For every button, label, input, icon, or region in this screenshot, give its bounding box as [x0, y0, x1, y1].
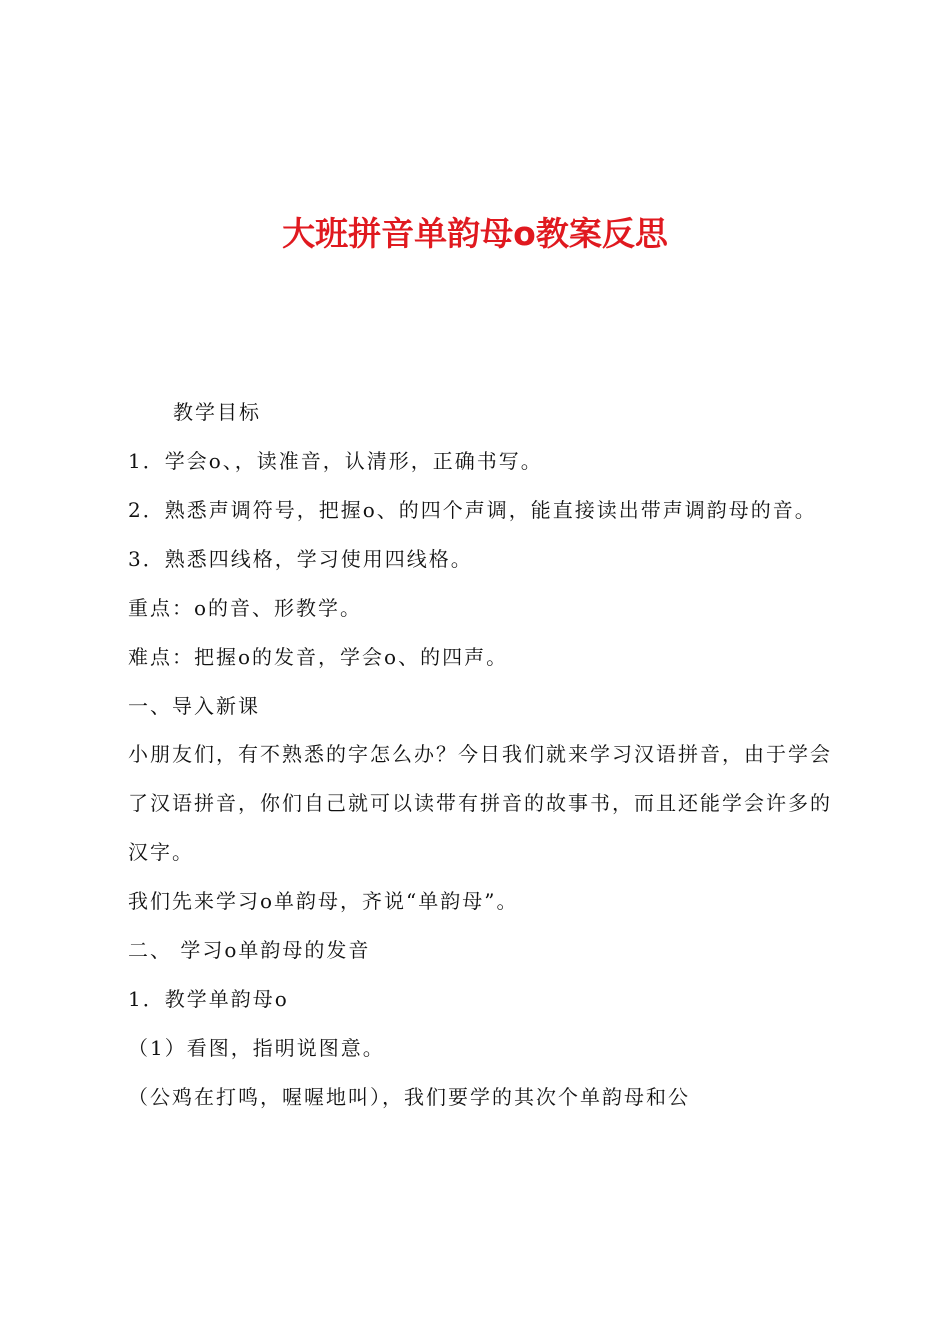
paragraph-intro-text: 小朋友们，有不熟悉的字怎么办？今日我们就来学习汉语拼音，由于学会了汉语拼音，你们自己就可以读带有拼音的故事书，而且还能学会许多的汉字。 [128, 742, 832, 864]
document-title: 大班拼音单韵母o教案反思 [282, 214, 668, 253]
document-body [128, 398, 833, 1111]
paragraph-step-1-detail: （公鸡在打鸣，喔喔地叫），我们要学的其次个单韵母和公 [128, 1085, 690, 1109]
paragraph-intro-tail: 我们先来学习o单韵母，齐说“单韵母”。 [128, 889, 519, 913]
paragraph-heading-goals: 教学目标 [173, 400, 261, 424]
paragraph-goal-3: 3．熟悉四线格，学习使用四线格。 [128, 547, 473, 571]
paragraph-goal-1: 1．学会o、，读准音，认清形，正确书写。 [128, 449, 543, 473]
paragraph-section-1: 一、导入新课 [128, 694, 260, 718]
paragraph-section-2: 二、 学习o单韵母的发音 [128, 938, 371, 962]
paragraph-step-1: （1）看图，指明说图意。 [128, 1036, 385, 1060]
paragraph-sub-1: 1．教学单韵母o [128, 987, 289, 1011]
paragraph-goal-2: 2．熟悉声调符号，把握o、的四个声调，能直接读出带声调韵母的音。 [128, 498, 817, 522]
paragraph-difficulty: 难点：把握o的发音，学会o、的四声。 [128, 645, 509, 669]
paragraph-key-point: 重点：o的音、形教学。 [128, 596, 363, 620]
